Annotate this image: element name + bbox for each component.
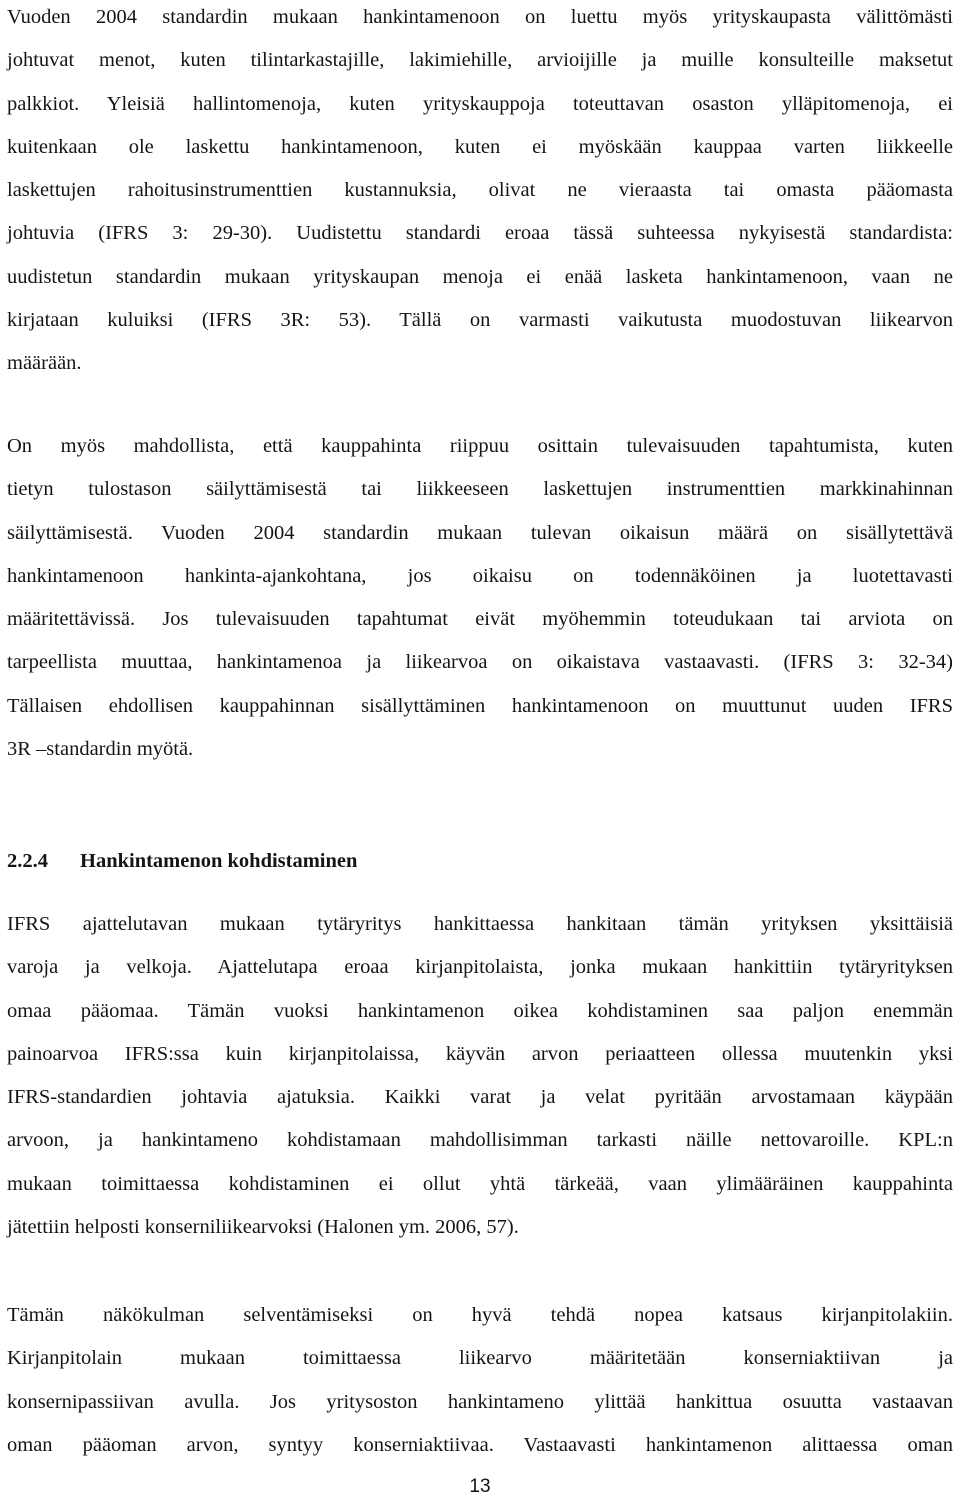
text-line: On myös mahdollista, että kauppahinta riippuu osittain tulevaisuuden tapahtumista, kuten (7, 435, 953, 457)
paragraph-3 (7, 903, 953, 1249)
paragraph-4 (7, 1294, 953, 1467)
text-line: Tämän näkökulman selventämiseksi on hyvä tehdä nopea katsaus kirjanpitolakiin. (7, 1304, 953, 1326)
text-line: johtuvia (IFRS 3: 29-30). Uudistettu standardi eroaa tässä suhteessa nykyisestä standardista: (7, 222, 953, 245)
text-line: IFRS ajattelutavan mukaan tytäryritys hankittaessa hankitaan tämän yrityksen yksittäisiä (7, 913, 953, 935)
page-number: 13 (469, 1476, 491, 1497)
text-line: konsernipassiivan avulla. Jos yritysoston hankintameno ylittää hankittua osuutta vastaavan (7, 1390, 953, 1413)
text-line: kirjataan kuluiksi (IFRS 3R: 53). Tällä on varmasti vaikutusta muodostuvan liikearvon (7, 309, 953, 332)
text-line: Kirjanpitolain mukaan toimittaessa liikearvo määritetään konserniaktiivan ja (7, 1347, 953, 1370)
text-line: johtuvat menot, kuten tilintarkastajille, lakimiehille, arvioijille ja muille konsulteille maksetut (7, 49, 953, 72)
text-line: laskettujen rahoitusinstrumenttien kustannuksia, olivat ne vieraasta tai omasta pääomasta (7, 179, 953, 202)
text-line: painoarvoa IFRS:ssa kuin kirjanpitolaissa, käyvän arvon periaatteen ollessa muutenkin yksi (7, 1042, 953, 1065)
section-heading (7, 840, 953, 883)
text-line: Vuoden 2004 standardin mukaan hankintamenoon on luettu myös yrityskaupasta välittömästi (7, 6, 953, 28)
section-number: 2.2.4 (7, 850, 48, 872)
paragraph-1 (7, 0, 953, 386)
text-line: määritettävissä. Jos tulevaisuuden tapahtumat eivät myöhemmin toteudukaan tai arviota on (7, 608, 953, 631)
paragraph-2 (7, 425, 953, 771)
text-line: tarpeellista muuttaa, hankintamenoa ja liikearvoa on oikaistava vastaavasti. (IFRS 3: 32-34) (7, 651, 953, 674)
text-line: Tällaisen ehdollisen kauppahinnan sisällyttäminen hankintamenoon on muuttunut uuden IFRS (7, 694, 953, 717)
text-line: hankintamenoon hankinta-ajankohtana, jos oikaisu on todennäköinen ja luotettavasti (7, 564, 953, 587)
text-line: tietyn tulostason säilyttämisestä tai liikkeeseen laskettujen instrumenttien markkinahinnan (7, 478, 953, 501)
text-line: 3R –standardin myötä. (7, 738, 194, 761)
text-line: omaa pääomaa. Tämän vuoksi hankintamenon oikea kohdistaminen saa paljon enemmän (7, 999, 953, 1022)
text-line: mukaan toimittaessa kohdistaminen ei ollut yhtä tärkeää, vaan ylimääräinen kauppahinta (7, 1172, 953, 1195)
text-line: arvoon, ja hankintameno kohdistamaan mahdollisimman tarkasti näille nettovaroille. KPL:n (7, 1129, 953, 1152)
text-line: jätettiin helposti konserniliikearvoksi (Halonen ym. 2006, 57). (7, 1216, 519, 1239)
text-line: oman pääoman arvon, syntyy konserniaktiivaa. Vastaavasti hankintamenon alittaessa oman (7, 1433, 953, 1456)
text-line: IFRS-standardien johtavia ajatuksia. Kaikki varat ja velat pyritään arvostamaan käypään (7, 1086, 953, 1109)
text-line: säilyttämisestä. Vuoden 2004 standardin mukaan tulevan oikaisun määrä on sisällytettävä (7, 521, 953, 544)
text-line: kuitenkaan ole laskettu hankintamenoon, kuten ei myöskään kauppaa varten liikkeelle (7, 135, 953, 158)
text-line: määrään. (7, 352, 82, 375)
text-line: varoja ja velkoja. Ajattelutapa eroaa kirjanpitolaista, jonka mukaan hankittiin tytäryrityksen (7, 956, 953, 979)
text-line: palkkiot. Yleisiä hallintomenoja, kuten yrityskauppoja toteuttavan osaston ylläpitomenoja, ei (7, 92, 953, 115)
text-line: uudistetun standardin mukaan yrityskaupan menoja ei enää lasketa hankintamenoon, vaan ne (7, 265, 953, 288)
section-title: Hankintamenon kohdistaminen (80, 850, 358, 872)
